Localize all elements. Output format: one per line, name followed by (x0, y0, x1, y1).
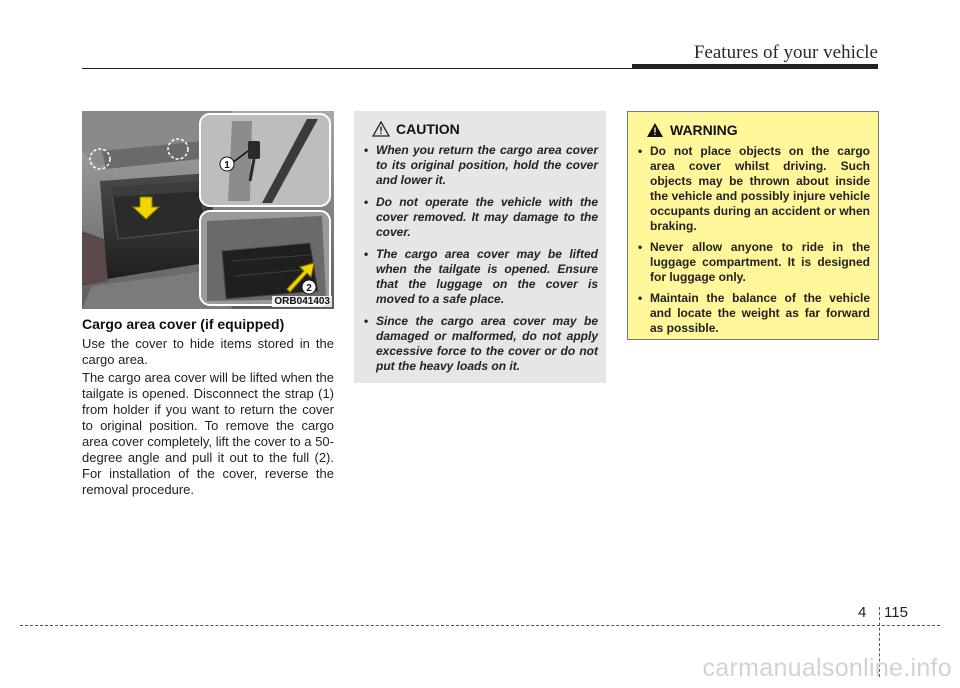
callout-2: 2 (306, 283, 312, 294)
warning-title: WARNING (670, 122, 738, 138)
warning-list (636, 144, 870, 336)
warning-triangle-filled-icon (646, 122, 664, 138)
caution-title: CAUTION (396, 121, 460, 137)
page-number: 115 (884, 604, 908, 621)
caution-box (354, 111, 606, 383)
watermark: carmanualsonline.info (702, 654, 952, 682)
caution-item: • Do not operate the vehicle with the cover removed. It may damage to the cover. (362, 195, 598, 240)
inset-cover-removal (200, 211, 330, 305)
header-rule-accent (632, 64, 878, 69)
caution-header (372, 121, 598, 137)
caution-list (362, 143, 598, 374)
callout-1: 1 (224, 160, 230, 171)
cargo-area-photo (82, 111, 334, 309)
cargo-cover-illustration (82, 111, 334, 309)
body-paragraph: Use the cover to hide items stored in the cargo area. (82, 336, 334, 367)
warning-item: • Do not place objects on the cargo area cover whilst driving. Such objects may be thrown about inside the vehicle and possibly injure vehicle occupants during an accident or when braking. (636, 144, 870, 234)
warning-header (646, 122, 870, 138)
warning-triangle-outline-icon (372, 121, 390, 137)
header-section-title: Features of your vehicle (693, 42, 878, 63)
caution-item: • Since the cargo area cover may be damaged or malformed, do not apply excessive force to the cover or do not put the heavy loads on it. (362, 314, 598, 374)
caution-item: • The cargo area cover may be lifted when the tailgate is opened. Ensure that the luggage on the cover is moved to a safe place. (362, 247, 598, 307)
warning-item: • Maintain the balance of the vehicle and locate the weight as far forward as possible. (636, 291, 870, 336)
body-paragraph: The cargo area cover will be lifted when the tailgate is opened. Disconnect the strap (1) from holder if you want to return the cover to original position. To remove the cargo area cover completely, lift the cover to a 50-degree angle and pull it out to the full (2). For installation of the cover, reverse the removal procedure. (82, 370, 334, 497)
inset-strap-holder (200, 114, 330, 206)
caution-item: • When you return the cargo area cover to its original position, hold the cover and lower it. (362, 143, 598, 188)
warning-box (627, 111, 879, 340)
footer-rule (20, 625, 940, 626)
section-heading: Cargo area cover (if equipped) (82, 316, 285, 332)
chapter-number: 4 (858, 604, 867, 621)
figure-code: ORB041403 (274, 296, 330, 307)
warning-item: • Never allow anyone to ride in the luggage compartment. It is designed for luggage only. (636, 240, 870, 285)
